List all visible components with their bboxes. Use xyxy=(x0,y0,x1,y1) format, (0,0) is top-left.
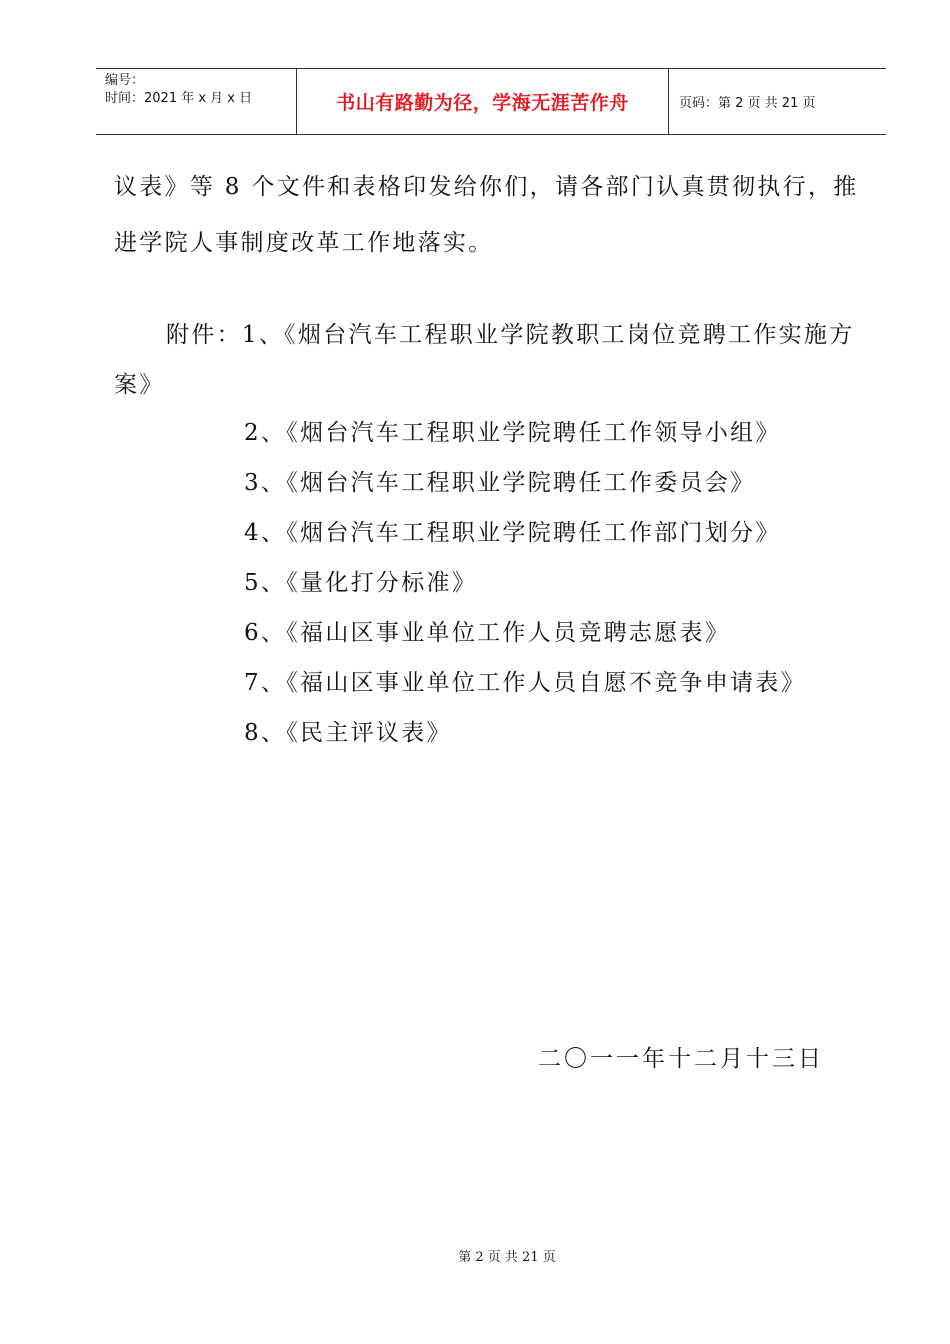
attachment-item-3: 3、《烟台汽车工程职业学院聘任工作委员会》 xyxy=(244,470,756,496)
page-footer: 第 2 页 共 21 页 xyxy=(458,1250,556,1265)
attachment-item-4: 4、《烟台汽车工程职业学院聘任工作部门划分》 xyxy=(244,520,781,546)
header-motto: 书山有路勤为径，学海无涯苦作舟 xyxy=(297,69,669,134)
attachment-line-1: 附件：1、《烟台汽车工程职业学院教职工岗位竞聘工作实施方 xyxy=(166,322,855,348)
attachment-item-6: 6、《福山区事业单位工作人员竞聘志愿表》 xyxy=(244,620,731,646)
page-header xyxy=(96,68,886,135)
paragraph-line-2: 进学院人事制度改革工作地落实。 xyxy=(114,230,494,256)
attachment-item-5: 5、《量化打分标准》 xyxy=(244,570,478,596)
paragraph-line-1: 议表》等 8 个文件和表格印发给你们，请各部门认真贯彻执行，推 xyxy=(114,174,859,200)
attachment-item-8: 8、《民主评议表》 xyxy=(244,720,452,746)
header-page-label: 页码：第 2 页 共 21 页 xyxy=(679,96,816,111)
document-date: 二〇一一年十二月十三日 xyxy=(538,1046,824,1072)
time-label: 时间：2021 年 x 月 x 日 xyxy=(105,91,253,106)
number-label: 编号： xyxy=(105,73,145,88)
attachment-item-2: 2、《烟台汽车工程职业学院聘任工作领导小组》 xyxy=(244,420,781,446)
attachment-line-2: 案》 xyxy=(114,372,165,398)
header-meta xyxy=(96,69,297,134)
attachment-item-7: 7、《福山区事业单位工作人员自愿不竞争申请表》 xyxy=(244,670,807,696)
